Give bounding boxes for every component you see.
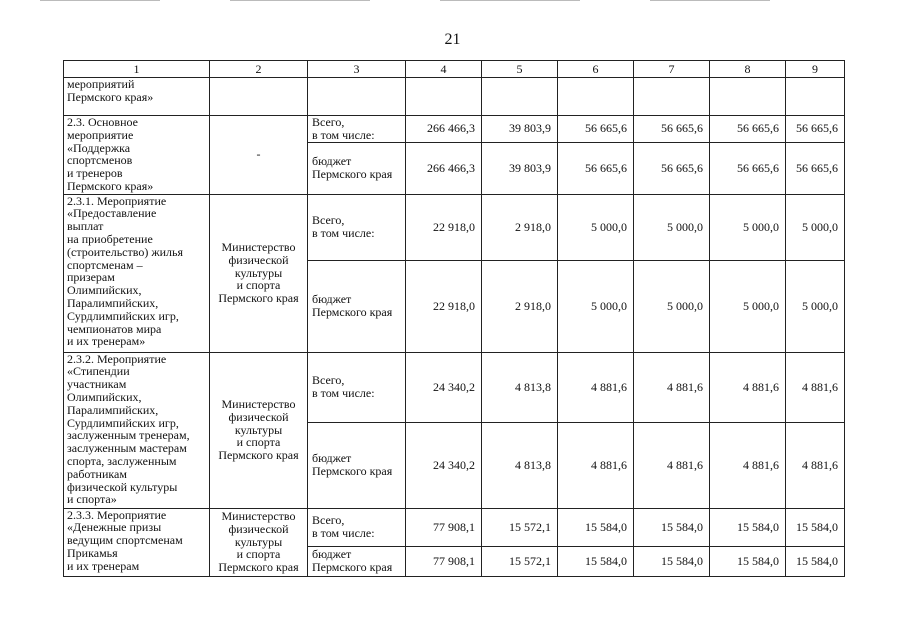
executor-cell	[210, 194, 308, 352]
scan-top-rule	[440, 0, 580, 1]
activity-name-line: 2.3.2. Мероприятие	[67, 351, 167, 366]
empty-cell	[210, 78, 308, 116]
activity-name-cell	[64, 352, 210, 508]
amount-cell: 22 918,0	[406, 194, 482, 260]
amount-cell: 39 803,9	[482, 116, 558, 143]
amount-cell: 4 881,6	[558, 352, 634, 422]
column-number: 8	[710, 61, 786, 78]
amount-cell: 24 340,2	[406, 352, 482, 422]
amount-cell: 56 665,6	[710, 116, 786, 143]
activity-name-cell	[64, 508, 210, 576]
executor-line: Министерство	[221, 509, 296, 524]
executor-line: культуры	[234, 422, 283, 437]
amount-cell: 5 000,0	[786, 194, 845, 260]
funding-label-line: бюджет	[312, 292, 352, 307]
amount-cell: 4 881,6	[786, 422, 845, 508]
executor-line: Пермского края	[218, 560, 299, 575]
activity-name-line: призерам	[67, 270, 115, 285]
funding-label-cell	[308, 194, 406, 260]
amount-cell: 15 584,0	[558, 546, 634, 576]
activity-name-line: Пермского края»	[67, 178, 154, 193]
amount-cell: 4 881,6	[710, 352, 786, 422]
budget-table	[63, 60, 845, 577]
amount-cell: 266 466,3	[406, 142, 482, 194]
table-row	[64, 194, 845, 260]
table-row	[64, 352, 845, 422]
amount-cell: 15 584,0	[634, 546, 710, 576]
executor-cell	[210, 116, 308, 195]
executor-line: культуры	[234, 265, 283, 280]
amount-cell: 2 918,0	[482, 194, 558, 260]
amount-cell: 4 881,6	[634, 422, 710, 508]
activity-name-line: выплат	[67, 219, 104, 234]
activity-name-line: Олимпийских,	[67, 389, 142, 404]
empty-cell	[308, 78, 406, 116]
activity-name-line: Пермского края»	[67, 89, 154, 104]
column-number: 6	[558, 61, 634, 78]
amount-cell: 4 813,8	[482, 352, 558, 422]
amount-cell: 15 584,0	[558, 508, 634, 546]
column-number: 1	[64, 61, 210, 78]
funding-label-line: Пермского края	[312, 167, 393, 182]
activity-name-line: чемпионатов мира	[67, 321, 162, 336]
activity-name-line: мероприятие	[67, 127, 134, 142]
activity-name-line: заслуженным тренерам,	[67, 428, 190, 443]
activity-name-line: спортсменов	[67, 153, 133, 168]
empty-cell	[558, 78, 634, 116]
activity-name-line: мероприятий	[67, 77, 135, 91]
amount-cell: 56 665,6	[786, 116, 845, 143]
amount-cell: 5 000,0	[634, 260, 710, 352]
amount-cell: 77 908,1	[406, 546, 482, 576]
scan-top-rule	[230, 0, 370, 1]
amount-cell: 39 803,9	[482, 142, 558, 194]
empty-cell	[406, 78, 482, 116]
activity-name-line: заслуженным мастерам	[67, 441, 187, 456]
amount-cell: 22 918,0	[406, 260, 482, 352]
empty-cell	[634, 78, 710, 116]
column-number: 5	[482, 61, 558, 78]
activity-name-line: физической культуры	[67, 479, 178, 494]
funding-label-line: Всего,	[312, 213, 345, 228]
activity-name-cell	[64, 78, 210, 116]
amount-cell: 4 881,6	[710, 422, 786, 508]
funding-label-line: в том числе:	[312, 127, 375, 142]
executor-line: физической	[228, 409, 289, 424]
funding-label-line: бюджет	[312, 154, 352, 169]
activity-name-line: и их тренерам»	[67, 334, 146, 349]
activity-name-line: «Предоставление	[67, 206, 157, 221]
executor-line: Министерство	[221, 397, 296, 412]
table-row	[64, 116, 845, 143]
funding-label-cell	[308, 142, 406, 194]
amount-cell: 56 665,6	[786, 142, 845, 194]
page-number: 21	[444, 31, 461, 48]
activity-name-line: и тренеров	[67, 166, 123, 181]
funding-label-line: Пермского края	[312, 560, 393, 575]
funding-label-line: Всего,	[312, 115, 345, 129]
funding-label-line: бюджет	[312, 547, 352, 562]
activity-name-line: участникам	[67, 377, 127, 392]
activity-name-line: Паралимпийских,	[67, 295, 159, 310]
executor-line: культуры	[234, 534, 283, 549]
activity-name-line: «Стипендии	[67, 364, 130, 379]
activity-name-line: Сурдлимпийских игр,	[67, 308, 179, 323]
amount-cell: 5 000,0	[558, 260, 634, 352]
amount-cell: 15 584,0	[786, 508, 845, 546]
funding-label-line: Всего,	[312, 373, 345, 388]
executor-line: физической	[228, 521, 289, 536]
executor-line: и спорта	[236, 435, 281, 450]
activity-name-line: Сурдлимпийских игр,	[67, 415, 179, 430]
amount-cell: 56 665,6	[558, 142, 634, 194]
activity-name-line: спорта, заслуженным	[67, 453, 177, 468]
amount-cell: 56 665,6	[710, 142, 786, 194]
amount-cell: 2 918,0	[482, 260, 558, 352]
activity-name-line: «Поддержка	[67, 140, 131, 155]
funding-label-line: Пермского края	[312, 464, 393, 479]
funding-label-cell	[308, 116, 406, 143]
activity-name-line: Паралимпийских,	[67, 402, 159, 417]
amount-cell: 15 584,0	[786, 546, 845, 576]
activity-name-line: и их тренерам	[67, 558, 140, 573]
column-number: 2	[210, 61, 308, 78]
activity-name-line: на приобретение	[67, 231, 153, 246]
activity-name-line: работникам	[67, 466, 127, 481]
activity-name-line: 2.3. Основное	[67, 115, 138, 129]
amount-cell: 4 881,6	[634, 352, 710, 422]
executor-line: физической	[228, 252, 289, 267]
scan-top-rule	[650, 0, 770, 1]
executor-line: Министерство	[221, 240, 296, 255]
activity-name-line: (строительство) жилья	[67, 244, 184, 259]
activity-name-line: Олимпийских,	[67, 283, 142, 298]
amount-cell: 56 665,6	[634, 142, 710, 194]
executor-dash: -	[256, 147, 261, 162]
executor-line: Пермского края	[218, 291, 299, 306]
activity-name-cell	[64, 116, 210, 195]
column-number-row	[64, 61, 845, 78]
amount-cell: 77 908,1	[406, 508, 482, 546]
executor-line: и спорта	[236, 278, 281, 293]
amount-cell: 15 584,0	[710, 546, 786, 576]
funding-label-line: Пермского края	[312, 305, 393, 320]
activity-name-line: ведущим спортсменам	[67, 533, 183, 548]
executor-cell	[210, 352, 308, 508]
table-row	[64, 78, 845, 116]
funding-label-cell	[308, 260, 406, 352]
amount-cell: 4 813,8	[482, 422, 558, 508]
activity-name-line: спортсменам –	[67, 257, 143, 272]
activity-name-line: 2.3.1. Мероприятие	[67, 193, 167, 208]
activity-name-line: и спорта»	[67, 492, 117, 507]
funding-label-line: Всего,	[312, 513, 345, 528]
empty-cell	[786, 78, 845, 116]
empty-cell	[710, 78, 786, 116]
amount-cell: 15 572,1	[482, 546, 558, 576]
empty-cell	[482, 78, 558, 116]
amount-cell: 15 584,0	[634, 508, 710, 546]
amount-cell: 4 881,6	[558, 422, 634, 508]
funding-label-cell	[308, 352, 406, 422]
executor-cell	[210, 508, 308, 576]
activity-name-line: 2.3.3. Мероприятие	[67, 507, 167, 522]
amount-cell: 24 340,2	[406, 422, 482, 508]
funding-label-cell	[308, 546, 406, 576]
funding-label-line: в том числе:	[312, 526, 375, 541]
column-number: 7	[634, 61, 710, 78]
activity-name-line: Прикамья	[67, 545, 118, 560]
scan-top-rule	[40, 0, 160, 1]
funding-label-line: в том числе:	[312, 226, 375, 241]
amount-cell: 15 584,0	[710, 508, 786, 546]
funding-label-line: в том числе:	[312, 386, 375, 401]
amount-cell: 56 665,6	[634, 116, 710, 143]
amount-cell: 5 000,0	[634, 194, 710, 260]
column-number: 4	[406, 61, 482, 78]
amount-cell: 5 000,0	[710, 260, 786, 352]
activity-name-cell	[64, 194, 210, 352]
column-number: 9	[786, 61, 845, 78]
amount-cell: 5 000,0	[558, 194, 634, 260]
funding-label-line: бюджет	[312, 451, 352, 466]
amount-cell: 266 466,3	[406, 116, 482, 143]
amount-cell: 5 000,0	[786, 260, 845, 352]
column-number: 3	[308, 61, 406, 78]
amount-cell: 56 665,6	[558, 116, 634, 143]
funding-label-cell	[308, 422, 406, 508]
amount-cell: 15 572,1	[482, 508, 558, 546]
activity-name-line: «Денежные призы	[67, 520, 162, 535]
amount-cell: 4 881,6	[786, 352, 845, 422]
executor-line: и спорта	[236, 547, 281, 562]
funding-label-cell	[308, 508, 406, 546]
table-row	[64, 508, 845, 546]
amount-cell: 5 000,0	[710, 194, 786, 260]
executor-line: Пермского края	[218, 448, 299, 463]
